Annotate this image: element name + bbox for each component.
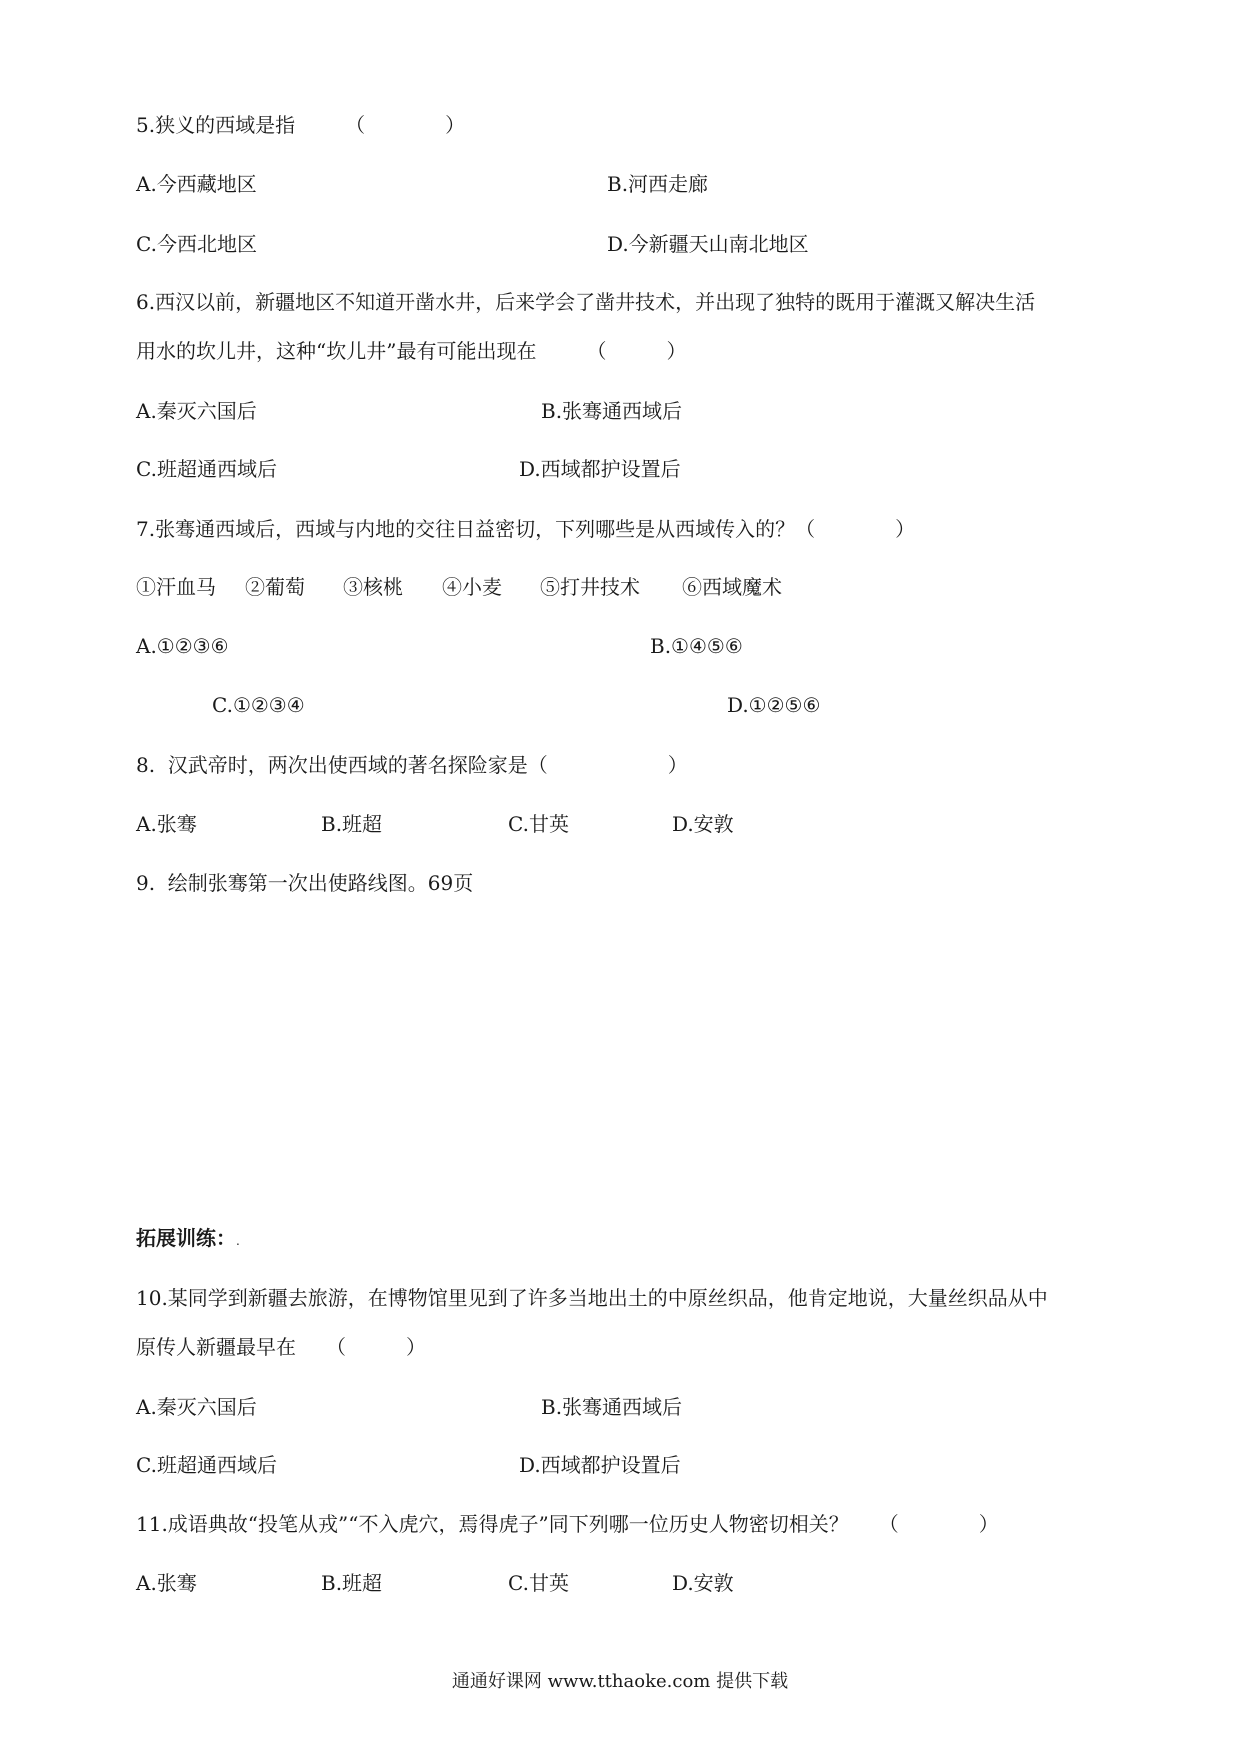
question-7-item-3: ③核桃 — [343, 575, 403, 599]
question-6-stem-line-1: 6.西汉以前，新疆地区不知道开凿水井，后来学会了凿井技术，并出现了独特的既用于灌溉又解决生活 — [136, 290, 1036, 314]
question-7-item-4: ④小麦 — [442, 575, 502, 599]
question-5-stem: 5.狭义的西域是指 （ ） — [136, 113, 466, 137]
question-10-stem-line-2: 原传人新疆最早在 （ ） — [136, 1335, 426, 1359]
question-7-item-6: ⑥西域魔术 — [682, 575, 782, 599]
question-6-option-d: D.西域都护设置后 — [519, 457, 681, 481]
question-11-option-b: B.班超 — [321, 1571, 383, 1595]
question-5-option-b: B.河西走廊 — [607, 172, 709, 196]
question-6-stem-line-2: 用水的坎儿井，这种“坎儿井”最有可能出现在 （ ） — [136, 339, 687, 363]
section-heading-title: 拓展训练： — [136, 1226, 236, 1250]
question-5-option-d: D.今新疆天山南北地区 — [607, 232, 809, 256]
question-5-option-c: C.今西北地区 — [136, 232, 257, 256]
question-8-option-b: B.班超 — [321, 812, 383, 836]
question-8-option-a: A.张骞 — [136, 812, 197, 836]
question-6-option-a: A.秦灭六国后 — [136, 399, 257, 423]
question-7-stem: 7.张骞通西域后，西域与内地的交往日益密切，下列哪些是从西域传入的？（ ） — [136, 517, 916, 541]
question-7-option-c: C.①②③④ — [212, 693, 305, 717]
question-7-option-a: A.①②③⑥ — [136, 634, 229, 658]
question-10-option-b: B.张骞通西域后 — [541, 1395, 683, 1419]
question-6-option-c: C.班超通西域后 — [136, 457, 277, 481]
question-10-stem-line-1: 10.某同学到新疆去旅游，在博物馆里见到了许多当地出土的中原丝织品，他肯定地说，大量丝织品从中 — [136, 1286, 1048, 1310]
question-8-option-c: C.甘英 — [508, 812, 569, 836]
question-5-option-a: A.今西藏地区 — [136, 172, 257, 196]
question-11-stem: 11.成语典故“投笔从戎”“不入虎穴，焉得虎子”同下列哪一位历史人物密切相关？ （ ） — [136, 1512, 999, 1536]
question-11-option-a: A.张骞 — [136, 1571, 197, 1595]
question-7-item-1: ①汗血马 — [136, 575, 216, 599]
question-7-option-d: D.①②⑤⑥ — [727, 693, 821, 717]
question-8-option-d: D.安敦 — [672, 812, 734, 836]
question-10-option-d: D.西域都护设置后 — [519, 1453, 681, 1477]
section-heading — [136, 1224, 240, 1255]
question-8-stem: 8. 汉武帝时，两次出使西域的著名探险家是（ ） — [136, 753, 688, 777]
question-11-option-c: C.甘英 — [508, 1571, 569, 1595]
question-6-option-b: B.张骞通西域后 — [541, 399, 683, 423]
question-7-item-5: ⑤打井技术 — [540, 575, 640, 599]
question-7-option-b: B.①④⑤⑥ — [650, 634, 743, 658]
question-11-option-d: D.安敦 — [672, 1571, 734, 1595]
question-10-option-c: C.班超通西域后 — [136, 1453, 277, 1477]
section-heading-suffix: . — [236, 1234, 240, 1248]
page-footer: 通通好课网 www.tthaoke.com 提供下载 — [451, 1671, 789, 1692]
question-10-option-a: A.秦灭六国后 — [136, 1395, 257, 1419]
question-7-item-2: ②葡萄 — [245, 575, 305, 599]
question-9-stem: 9. 绘制张骞第一次出使路线图。69页 — [136, 871, 474, 895]
